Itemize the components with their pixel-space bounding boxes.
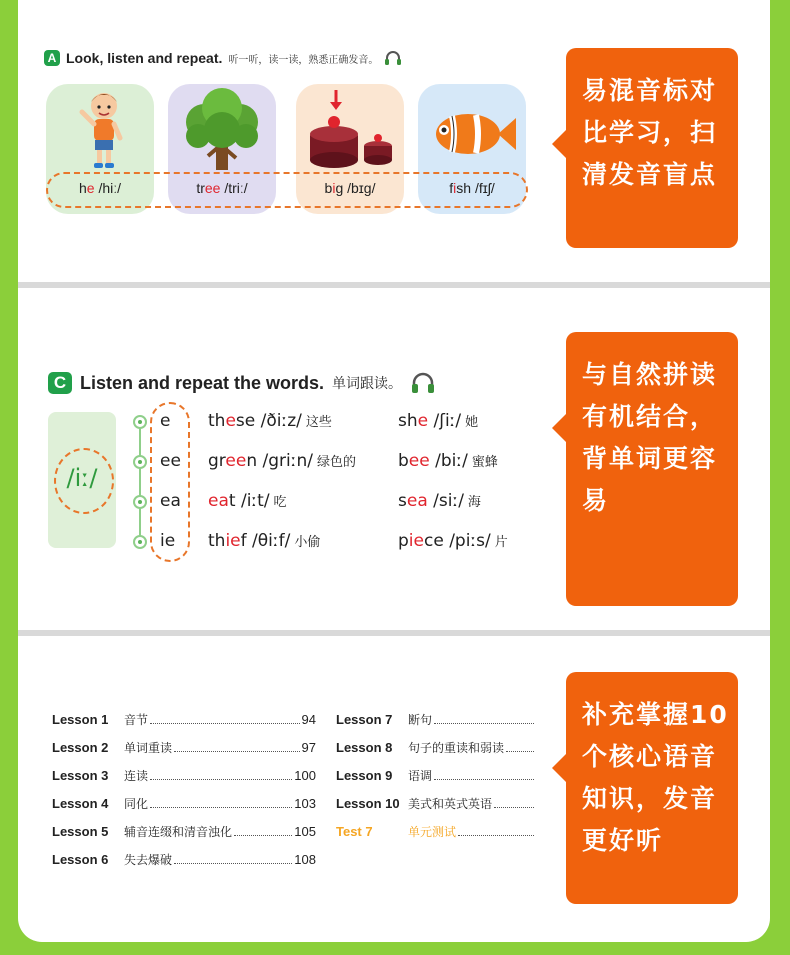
section-divider	[18, 282, 770, 288]
toc-item[interactable]: Lesson 7 断句	[336, 711, 536, 728]
callout-line: 易	[582, 486, 610, 515]
page-frame	[18, 0, 770, 942]
callout-line: 清发音盲点	[582, 160, 718, 189]
callout-phonetics	[566, 672, 738, 904]
toc-item[interactable]: Lesson 1 音节 94	[52, 712, 316, 727]
callout-line: 个核心语音	[582, 742, 718, 771]
spelling-ea: ea	[160, 491, 181, 511]
spelling-ie: ie	[160, 531, 176, 551]
toc-item[interactable]: Lesson 4 同化 103	[52, 796, 316, 811]
callout-line: 背单词更容	[582, 444, 718, 473]
word-bee[interactable]: bee /biː/ 蜜蜂	[398, 451, 498, 471]
callout-line: 补充掌握10	[582, 700, 729, 729]
word-sea[interactable]: sea /siː/ 海	[398, 491, 481, 511]
toc-test-item[interactable]: Test 7 单元测试	[336, 823, 536, 840]
section-c-title	[48, 372, 436, 394]
callout-line: 更好听	[582, 826, 664, 855]
section-c-title-en: Listen and repeat the words.	[80, 372, 325, 393]
word-fish: fish /fɪʃ/	[449, 180, 495, 196]
callout-line: 比学习，扫	[582, 118, 718, 147]
toc-item[interactable]: Lesson 10 美式和英式英语	[336, 795, 536, 812]
toc-item[interactable]: Lesson 5 辅音连缀和清音浊化 105	[52, 824, 316, 839]
word-he: he /hiː/	[78, 180, 122, 196]
section-divider	[18, 630, 770, 636]
spelling-e: e	[160, 411, 171, 431]
word-she[interactable]: she /ʃiː/ 她	[398, 411, 479, 431]
word-big: big /bɪg/	[324, 180, 376, 196]
headphone-icon[interactable]	[384, 50, 402, 66]
section-a-badge: A	[44, 50, 60, 66]
spelling-dot	[133, 455, 147, 469]
fish-image	[418, 84, 526, 174]
section-a-title-en: Look, listen and repeat.	[66, 50, 223, 66]
spelling-dot	[133, 415, 147, 429]
tree-image	[168, 84, 276, 174]
word-eat[interactable]: eat /iːt/ 吃	[208, 491, 287, 511]
callout-line: 知识，发音	[582, 784, 718, 813]
ipa-card[interactable]	[48, 412, 116, 548]
toc-item[interactable]: Lesson 6 失去爆破 108	[52, 852, 316, 867]
toc-item[interactable]: Lesson 9 语调	[336, 767, 536, 784]
word-piece[interactable]: piece /piːs/ 片	[398, 531, 508, 551]
callout-line: 有机结合，	[582, 402, 718, 431]
word-green[interactable]: green /griːn/ 绿色的	[208, 451, 357, 471]
toc-item[interactable]: Lesson 8 句子的重读和弱读	[336, 739, 536, 756]
toc-item[interactable]: Lesson 2 单词重读 97	[52, 740, 316, 755]
word-these[interactable]: these /ðiːz/ 这些	[208, 411, 332, 431]
toc-item[interactable]: Lesson 3 连读 100	[52, 768, 316, 783]
spelling-ee: ee	[160, 451, 181, 471]
section-c-title-zh: 单词跟读。	[332, 376, 403, 392]
spelling-line	[139, 418, 141, 544]
headphone-icon[interactable]	[410, 372, 436, 394]
boy-image	[46, 84, 154, 174]
callout-line: 易混音标对	[582, 76, 718, 105]
spelling-dot	[133, 495, 147, 509]
cake-image	[296, 84, 404, 174]
word-thief[interactable]: thief /θiːf/ 小偷	[208, 531, 321, 551]
spelling-dot	[133, 535, 147, 549]
callout-line: 与自然拼读	[582, 360, 718, 389]
callout-contrast	[566, 48, 738, 248]
ipa-symbol: /iː/	[66, 464, 98, 492]
section-a-title-zh: 听一听，读一读，熟悉正确发音。	[228, 54, 379, 66]
section-c-badge: C	[48, 372, 72, 394]
section-a-title	[44, 50, 402, 66]
word-tree: tree /triː/	[196, 180, 248, 196]
callout-phonics	[566, 332, 738, 606]
word-row-outline	[46, 172, 528, 208]
